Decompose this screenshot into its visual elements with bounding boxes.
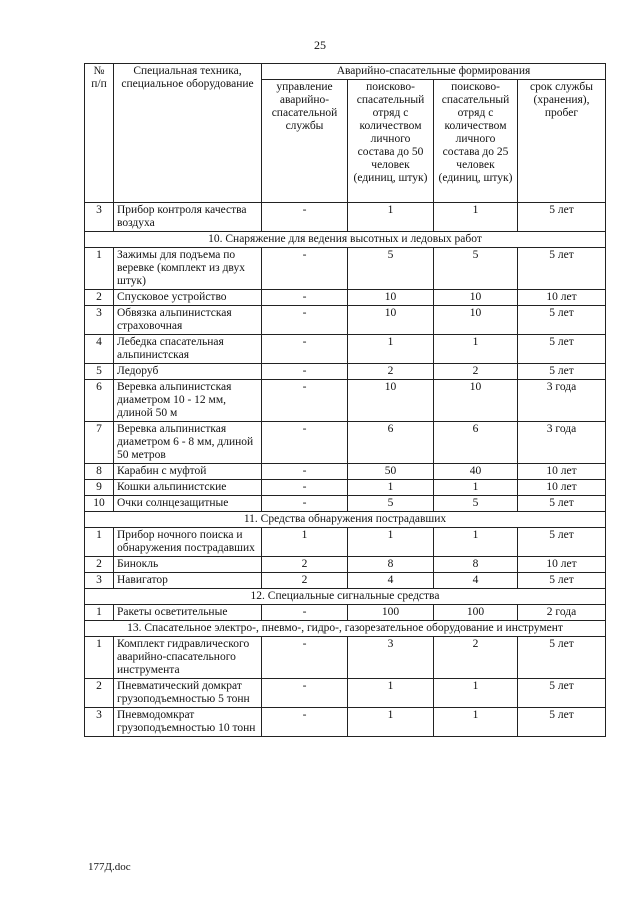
row-unit-25-qty: 2 (434, 637, 518, 679)
row-unit-50-qty: 4 (348, 573, 434, 589)
row-unit-25-qty: 100 (434, 605, 518, 621)
section-row (85, 589, 606, 605)
row-unit-25-qty: 5 (434, 248, 518, 290)
header-row-1 (85, 64, 606, 80)
row-management-qty: - (262, 203, 348, 232)
row-equipment-name: Прибор контроля качества воздуха (114, 203, 262, 232)
row-service-life: 2 года (518, 605, 606, 621)
table-row (85, 380, 606, 422)
row-management-qty: - (262, 637, 348, 679)
row-equipment-name: Спусковое устройство (114, 290, 262, 306)
row-equipment-name: Зажимы для подъема по веревке (комплект из двух штук) (114, 248, 262, 290)
row-equipment-name: Веревка альпинисткая диаметром 6 - 8 мм, длиной 50 метров (114, 422, 262, 464)
row-number: 5 (85, 364, 114, 380)
row-unit-50-qty: 5 (348, 248, 434, 290)
row-unit-25-qty: 8 (434, 557, 518, 573)
row-equipment-name: Прибор ночного поиска и обнаружения пострадавших (114, 528, 262, 557)
table-row (85, 422, 606, 464)
table-row (85, 203, 606, 232)
row-number: 4 (85, 335, 114, 364)
row-service-life: 5 лет (518, 203, 606, 232)
section-row (85, 232, 606, 248)
row-unit-25-qty: 10 (434, 290, 518, 306)
row-management-qty: - (262, 380, 348, 422)
row-unit-25-qty: 10 (434, 306, 518, 335)
row-management-qty: - (262, 364, 348, 380)
table-row (85, 605, 606, 621)
row-unit-25-qty: 1 (434, 528, 518, 557)
row-unit-25-qty: 4 (434, 573, 518, 589)
row-service-life: 5 лет (518, 637, 606, 679)
row-unit-25-qty: 6 (434, 422, 518, 464)
section-row (85, 512, 606, 528)
table-row (85, 637, 606, 679)
row-unit-50-qty: 3 (348, 637, 434, 679)
row-unit-50-qty: 10 (348, 380, 434, 422)
row-service-life: 10 лет (518, 557, 606, 573)
row-number: 3 (85, 306, 114, 335)
row-number: 1 (85, 528, 114, 557)
row-unit-50-qty: 10 (348, 290, 434, 306)
table-row (85, 364, 606, 380)
row-equipment-name: Навигатор (114, 573, 262, 589)
table-row (85, 480, 606, 496)
row-number: 8 (85, 464, 114, 480)
row-service-life: 5 лет (518, 306, 606, 335)
row-service-life: 3 года (518, 422, 606, 464)
row-number: 3 (85, 573, 114, 589)
header-formations: Аварийно-спасательные формирования (262, 64, 606, 80)
row-equipment-name: Обвязка альпинистская страховочная (114, 306, 262, 335)
row-unit-50-qty: 1 (348, 708, 434, 737)
row-number: 1 (85, 637, 114, 679)
row-unit-25-qty: 1 (434, 708, 518, 737)
row-unit-50-qty: 8 (348, 557, 434, 573)
row-management-qty: 1 (262, 528, 348, 557)
row-unit-25-qty: 1 (434, 679, 518, 708)
row-unit-50-qty: 50 (348, 464, 434, 480)
row-management-qty: - (262, 679, 348, 708)
row-management-qty: - (262, 496, 348, 512)
row-number: 3 (85, 708, 114, 737)
row-equipment-name: Комплект гидравлического аварийно-спасательного инструмента (114, 637, 262, 679)
row-service-life: 10 лет (518, 464, 606, 480)
row-management-qty: - (262, 464, 348, 480)
row-service-life: 10 лет (518, 290, 606, 306)
row-service-life: 5 лет (518, 573, 606, 589)
row-equipment-name: Бинокль (114, 557, 262, 573)
table-row (85, 496, 606, 512)
row-unit-50-qty: 5 (348, 496, 434, 512)
row-service-life: 5 лет (518, 248, 606, 290)
row-management-qty: - (262, 480, 348, 496)
table-row (85, 557, 606, 573)
row-equipment-name: Карабин с муфтой (114, 464, 262, 480)
row-number: 9 (85, 480, 114, 496)
row-number: 10 (85, 496, 114, 512)
row-number: 1 (85, 605, 114, 621)
header-equipment: Специальная техника, специальное оборудование (114, 64, 262, 203)
row-number: 2 (85, 557, 114, 573)
row-service-life: 5 лет (518, 496, 606, 512)
header-sub-unit-25: поисково-спасательный отряд с количеством личного состава до 25 человек (единиц, штук) (434, 80, 518, 203)
row-unit-25-qty: 1 (434, 203, 518, 232)
footer-filename: 177Д.doc (88, 861, 131, 873)
row-unit-50-qty: 1 (348, 528, 434, 557)
table-row (85, 335, 606, 364)
row-service-life: 5 лет (518, 335, 606, 364)
row-number: 6 (85, 380, 114, 422)
row-equipment-name: Лебедка спасательная альпинистская (114, 335, 262, 364)
row-unit-25-qty: 5 (434, 496, 518, 512)
row-management-qty: - (262, 605, 348, 621)
row-equipment-name: Очки солнцезащитные (114, 496, 262, 512)
row-unit-50-qty: 1 (348, 679, 434, 708)
table-row (85, 528, 606, 557)
row-management-qty: - (262, 422, 348, 464)
header-sub-management: управление аварийно-спасательной службы (262, 80, 348, 203)
row-number: 1 (85, 248, 114, 290)
header-sub-service-life: срок службы (хранения), пробег (518, 80, 606, 203)
row-management-qty: - (262, 290, 348, 306)
header-num: № п/п (85, 64, 114, 203)
row-unit-25-qty: 10 (434, 380, 518, 422)
row-number: 3 (85, 203, 114, 232)
row-management-qty: - (262, 248, 348, 290)
row-management-qty: 2 (262, 557, 348, 573)
row-equipment-name: Ракеты осветительные (114, 605, 262, 621)
table-row (85, 290, 606, 306)
row-unit-25-qty: 2 (434, 364, 518, 380)
row-service-life: 5 лет (518, 679, 606, 708)
row-service-life: 3 года (518, 380, 606, 422)
section-title: 13. Спасательное электро-, пневмо-, гидро-, газорезательное оборудование и инструмент (85, 621, 606, 637)
row-service-life: 5 лет (518, 364, 606, 380)
row-management-qty: - (262, 335, 348, 364)
row-service-life: 5 лет (518, 528, 606, 557)
row-equipment-name: Ледоруб (114, 364, 262, 380)
table-body (85, 203, 606, 737)
table-row (85, 573, 606, 589)
table-row (85, 464, 606, 480)
section-row (85, 621, 606, 637)
table-row (85, 248, 606, 290)
row-unit-50-qty: 100 (348, 605, 434, 621)
section-title: 12. Специальные сигнальные средства (85, 589, 606, 605)
row-service-life: 5 лет (518, 708, 606, 737)
row-unit-25-qty: 40 (434, 464, 518, 480)
row-unit-50-qty: 1 (348, 203, 434, 232)
row-unit-25-qty: 1 (434, 335, 518, 364)
row-equipment-name: Веревка альпинистская диаметром 10 - 12 мм, длиной 50 м (114, 380, 262, 422)
row-management-qty: - (262, 708, 348, 737)
table-row (85, 679, 606, 708)
row-unit-50-qty: 1 (348, 480, 434, 496)
row-equipment-name: Пневмодомкрат грузоподъемностью 10 тонн (114, 708, 262, 737)
page-number: 25 (314, 38, 326, 52)
header-sub-unit-50: поисково-спасательный отряд с количеством личного состава до 50 человек (единиц, штук) (348, 80, 434, 203)
row-number: 2 (85, 290, 114, 306)
row-unit-50-qty: 6 (348, 422, 434, 464)
table-row (85, 708, 606, 737)
row-management-qty: 2 (262, 573, 348, 589)
row-equipment-name: Пневматический домкрат грузоподъемностью 5 тонн (114, 679, 262, 708)
row-unit-50-qty: 10 (348, 306, 434, 335)
row-management-qty: - (262, 306, 348, 335)
section-title: 10. Снаряжение для ведения высотных и ледовых работ (85, 232, 606, 248)
row-service-life: 10 лет (518, 480, 606, 496)
section-title: 11. Средства обнаружения пострадавших (85, 512, 606, 528)
row-unit-25-qty: 1 (434, 480, 518, 496)
row-unit-50-qty: 1 (348, 335, 434, 364)
equipment-table (84, 63, 606, 737)
row-number: 2 (85, 679, 114, 708)
row-unit-50-qty: 2 (348, 364, 434, 380)
table-row (85, 306, 606, 335)
row-equipment-name: Кошки альпинистские (114, 480, 262, 496)
row-number: 7 (85, 422, 114, 464)
